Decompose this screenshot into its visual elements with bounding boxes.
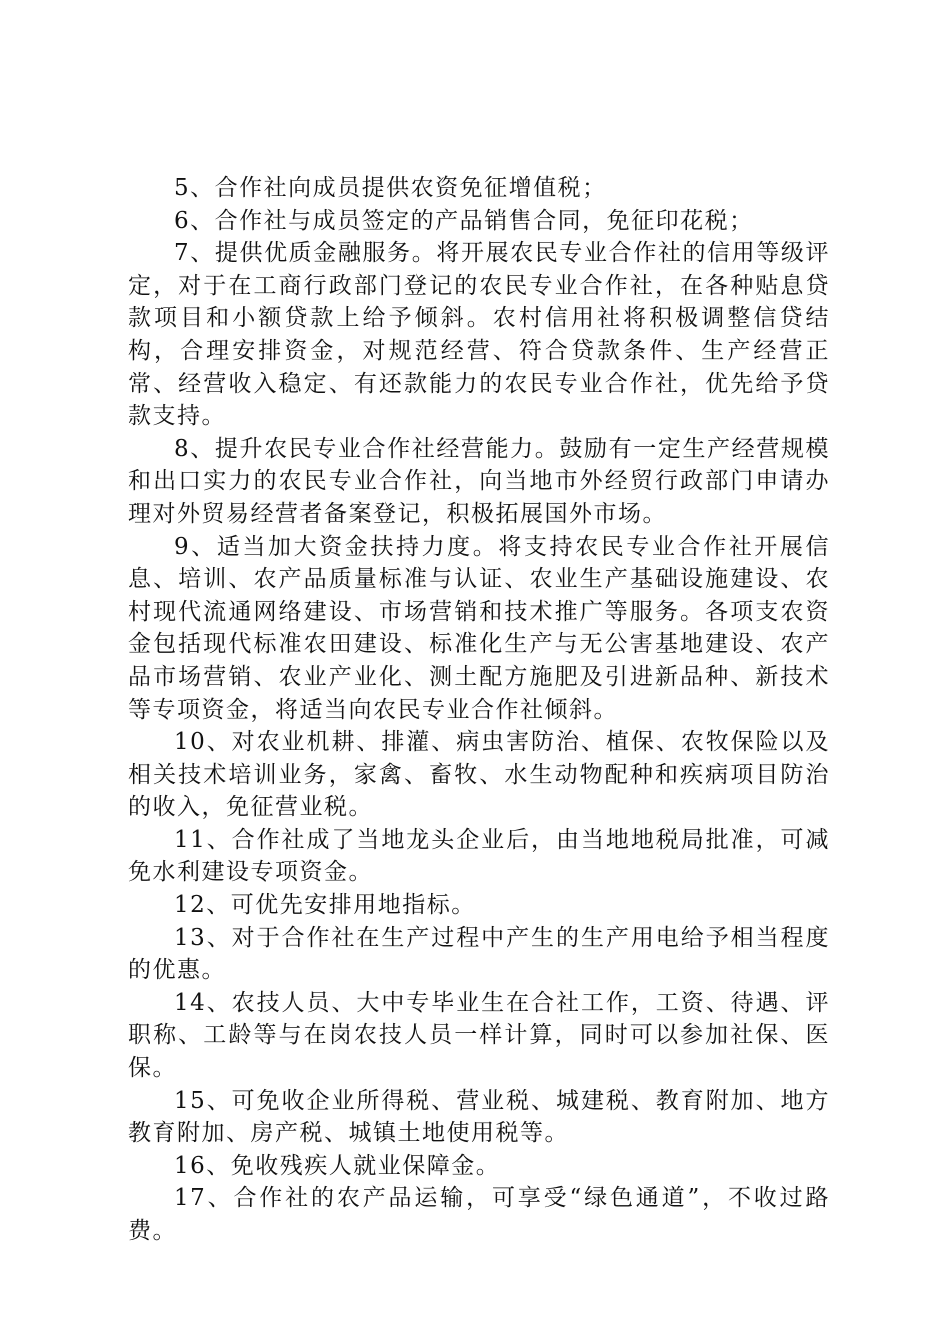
- paragraph-item-16: 16、免收残疾人就业保障金。: [174, 1152, 501, 1179]
- paragraph-item-15: 15、可免收企业所得税、营业税、城建税、教育附加、地方教育附加、房产税、城镇土地使用税等。: [128, 1087, 830, 1147]
- paragraph-item-10: 10、对农业机耕、排灌、病虫害防治、植保、农牧保险以及相关技术培训业务，家禽、畜牧、水生动物配种和疾病项目防治的收入，免征营业税。: [128, 729, 830, 821]
- paragraph-item-17: 17、合作社的农产品运输，可享受“绿色通道”，不收过路费。: [128, 1185, 830, 1244]
- document-body: [128, 172, 830, 1248]
- paragraph-item-8: 8、提升农民专业合作社经营能力。鼓励有一定生产经营规模和出口实力的农民专业合作社，向当地市外经贸行政部门申请办理对外贸易经营者备案登记，积极拓展国外市场。: [128, 435, 830, 527]
- paragraph-item-11: 11、合作社成了当地龙头企业后，由当地地税局批准，可减免水利建设专项资金。: [128, 826, 830, 886]
- paragraph-item-12: 12、可优先安排用地指标。: [174, 892, 476, 919]
- paragraph-item-5: 5、合作社向成员提供农资免征增值税；: [174, 175, 607, 201]
- paragraph-item-13: 13、对于合作社在生产过程中产生的生产用电给予相当程度的优惠。: [128, 924, 830, 984]
- paragraph-item-6: 6、合作社与成员签定的产品销售合同，免征印花税；: [174, 207, 754, 234]
- paragraph-item-14: 14、农技人员、大中专毕业生在合社工作，工资、待遇、评职称、工龄等与在岗农技人员一样计算，同时可以参加社保、医保。: [128, 989, 830, 1082]
- paragraph-item-7: 7、提供优质金融服务。将开展农民专业合作社的信用等级评定，对于在工商行政部门登记的农民专业合作社，在各种贴息贷款项目和小额贷款上给予倾斜。农村信用社将积极调整信贷结构，合理安排资金，对规范经营、符合贷款条件、生产经营正常、经营收入稳定、有还款能力的农民专业合作社，优先给予贷款支持。: [128, 240, 830, 430]
- paragraph-item-9: 9、适当加大资金扶持力度。将支持农民专业合作社开展信息、培训、农产品质量标准与认证、农业生产基础设施建设、农村现代流通网络建设、市场营销和技术推广等服务。各项支农资金包括现代标准农田建设、标准化生产与无公害基地建设、农产品市场营销、农业产业化、测土配方施肥及引进新品种、新技术等专项资金，将适当向农民专业合作社倾斜。: [128, 533, 830, 723]
